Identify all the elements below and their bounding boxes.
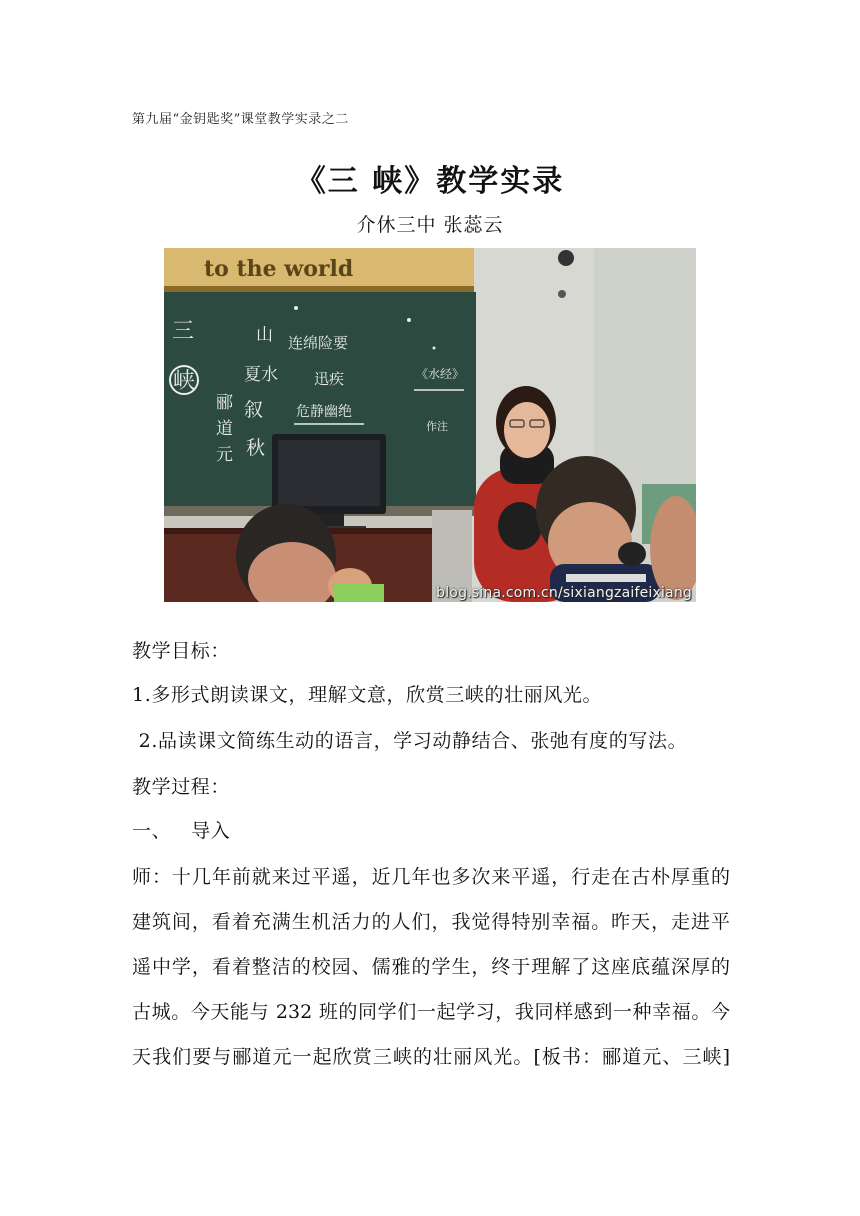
- board-char: 三: [172, 319, 195, 344]
- objective-item-1: 1.多形式朗读课文，理解文意，欣赏三峡的壮丽风光。: [132, 684, 603, 706]
- board-char: 作注: [426, 420, 448, 433]
- process-heading: 教学过程：: [132, 776, 231, 798]
- board-char: 峡: [173, 369, 196, 394]
- paragraph-line: 建筑间，看着充满生机活力的人们，我觉得特别幸福。昨天，走进平: [132, 911, 730, 933]
- paragraph-line: 遥中学，看着整洁的校园、儒雅的学生，终于理解了这座底蕴深厚的: [132, 956, 730, 978]
- document-header: 第九届“金钥匙奖”课堂教学实录之二: [132, 112, 349, 127]
- board-char: 《水经》: [416, 367, 465, 381]
- board-char: 危静幽绝: [296, 404, 352, 420]
- board-char: 山: [256, 325, 273, 345]
- board-char: 元: [216, 445, 233, 465]
- board-char: 迅疾: [314, 370, 345, 388]
- page-title: 《三 峡》教学实录: [295, 164, 565, 199]
- board-char: 叙: [244, 399, 264, 421]
- board-char: 郦: [216, 393, 233, 413]
- author-line: 介休三中 张蕊云: [356, 214, 504, 236]
- paragraph-line: 师：十几年前就来过平遥，近几年也多次来平遥，行走在古朴厚重的: [132, 866, 730, 888]
- classroom-photo-drawing: [164, 248, 696, 602]
- board-char: 连绵险要: [288, 334, 349, 352]
- board-char: 道: [216, 419, 233, 439]
- classroom-photo: [164, 248, 696, 602]
- board-char: 夏水: [244, 365, 278, 385]
- objectives-heading: 教学目标：: [132, 640, 231, 662]
- banner-text: to the world: [204, 256, 354, 282]
- photo-watermark: blog.sina.com.cn/sixiangzaifeixiang: [436, 585, 692, 601]
- board-char: 秋: [246, 437, 266, 459]
- objective-item-2: 2.品读课文简练生动的语言，学习动静结合、张弛有度的写法。: [132, 730, 688, 752]
- paragraph-line: 天我们要与郦道元一起欣赏三峡的壮丽风光。[板书：郦道元、三峡]: [132, 1046, 730, 1068]
- section-heading-intro: 一、 导入: [132, 820, 231, 842]
- paragraph-line: 古城。今天能与 232 班的同学们一起学习，我同样感到一种幸福。今: [132, 1001, 730, 1023]
